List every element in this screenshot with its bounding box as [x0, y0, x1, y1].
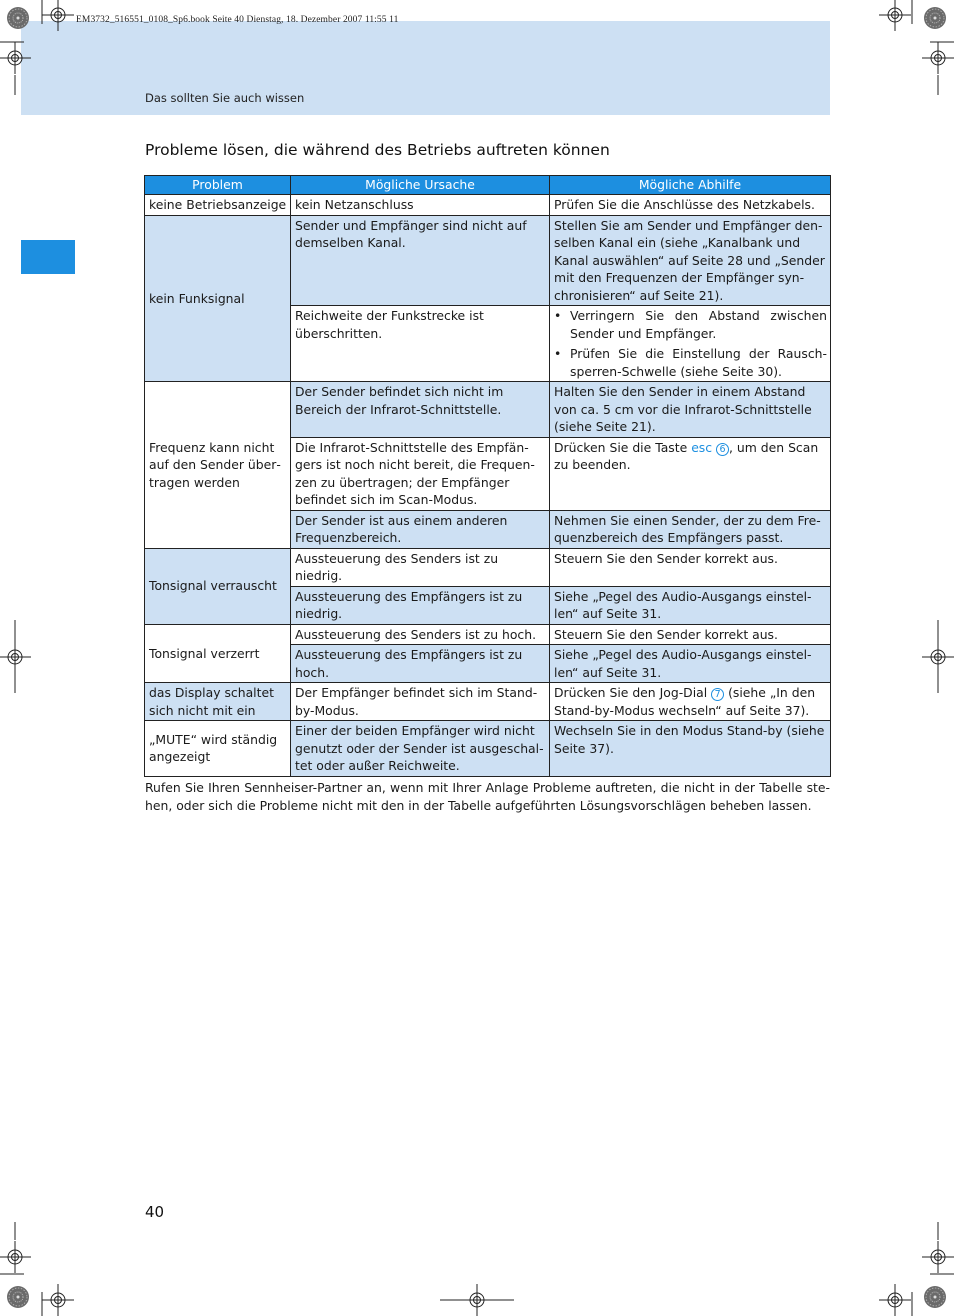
- problem-cell: keine Betriebsanzeige: [145, 195, 291, 216]
- registration-target-icon: [0, 1241, 31, 1273]
- cause-cell: Aussteuerung des Empfängers ist zu hoch.: [291, 645, 550, 683]
- remedy-cell: Siehe „Pegel des Audio-Ausgangs einstellen“ auf Seite 31.: [550, 586, 831, 624]
- remedy-cell: Halten Sie den Sender in einem Abstand von ca. 5 cm vor die Infrarot-Schnittstelle (siehe Seite 21).: [550, 382, 831, 438]
- cause-cell: Aussteuerung des Senders ist zu hoch.: [291, 624, 550, 645]
- cause-cell: Reichweite der Funkstrecke ist überschritten.: [291, 306, 550, 382]
- registration-target-icon: [922, 42, 954, 74]
- registration-rosette-icon: [924, 7, 946, 29]
- remedy-text: Drücken Sie die Taste: [554, 439, 692, 455]
- problem-cell: Tonsignal verzerrt: [145, 624, 291, 683]
- page-number: 40: [145, 1203, 165, 1221]
- problem-cell: kein Funksignal: [145, 215, 291, 382]
- remedy-cell: Nehmen Sie einen Sender, der zu dem Frequenzbereich des Empfängers passt.: [550, 510, 831, 548]
- cause-cell: Sender und Empfänger sind nicht auf demselben Kanal.: [291, 215, 550, 306]
- registration-rosette-icon: [7, 1286, 29, 1308]
- footer-note: Rufen Sie Ihren Sennheiser-Partner an, wenn mit Ihrer Anlage Probleme auftreten, die nicht in der Tabelle stehen, oder sich die Probleme nicht mit den in der Tabelle aufgeführten Lösungsvorschlägen beheben lassen.: [145, 780, 830, 813]
- remedy-text: Drücken Sie den Jog-Dial: [554, 685, 712, 700]
- cause-cell: kein Netzanschluss: [291, 195, 550, 216]
- cause-cell: Einer der beiden Empfänger wird nicht genutzt oder der Sender ist ausgeschaltet oder außer Reichweite.: [291, 721, 550, 777]
- remedy-cell: Steuern Sie den Sender korrekt aus.: [550, 548, 831, 586]
- section-label: Das sollten Sie auch wissen: [145, 91, 305, 105]
- cause-cell: Der Sender befindet sich nicht im Bereich der Infrarot-Schnittstelle.: [291, 382, 550, 438]
- problem-cell: Tonsignal verrauscht: [145, 548, 291, 624]
- remedy-list-item: • Verringern Sie den Abstand zwischen Sender und Empfänger.: [554, 307, 827, 342]
- registration-target-icon: [922, 1241, 954, 1273]
- cause-cell: Der Empfänger befindet sich im Stand-by-Modus.: [291, 683, 550, 721]
- registration-target-icon: [879, 0, 911, 31]
- remedy-cell: Wechseln Sie in den Modus Stand-by (siehe Seite 37).: [550, 721, 831, 777]
- registration-rosette-icon: [7, 7, 29, 29]
- registration-target-icon: [879, 1284, 911, 1316]
- remedy-cell: Siehe „Pegel des Audio-Ausgangs einstellen“ auf Seite 31.: [550, 645, 831, 683]
- problem-cell: „MUTE“ wird ständig angezeigt: [145, 721, 291, 777]
- remedy-cell: Stellen Sie am Sender und Empfänger denselben Kanal ein (siehe „Kanalbank und Kanal auswählen“ auf Seite 28 und „Sender mit den Frequenzen der Empfänger synchronisieren“ auf Seite 21).: [550, 215, 831, 306]
- column-header-remedy: Mögliche Abhilfe: [550, 176, 831, 195]
- cause-cell: Der Sender ist aus einem anderen Frequenzbereich.: [291, 510, 550, 548]
- registration-target-icon: [42, 0, 74, 31]
- cause-cell: Die Infrarot-Schnittstelle des Empfängers ist noch nicht bereit, die Frequenzen zu übertragen; der Empfänger befindet sich im Scan-Modus.: [291, 437, 550, 510]
- remedy-cell: Prüfen Sie die Anschlüsse des Netzkabels.: [550, 195, 831, 216]
- problem-cell: das Display schaltet sich nicht mit ein: [145, 683, 291, 721]
- registration-target-icon: [0, 42, 31, 74]
- print-info: EM3732_516551_0108_Sp6.book Seite 40 Dienstag, 18. Dezember 2007 11:55 11: [76, 15, 399, 25]
- remedy-cell: Steuern Sie den Sender korrekt aus.: [550, 624, 831, 645]
- esc-key-label: esc: [691, 439, 713, 455]
- control-number-badge: 6: [716, 443, 729, 456]
- page-title: Probleme lösen, die während des Betriebs auftreten können: [145, 141, 610, 159]
- control-number-badge: 7: [711, 688, 724, 701]
- registration-rosette-icon: [924, 1286, 946, 1308]
- cause-cell: Aussteuerung des Senders ist zu niedrig.: [291, 548, 550, 586]
- registration-target-icon: [42, 1284, 74, 1316]
- problem-cell: Frequenz kann nicht auf den Sender übertragen werden: [145, 382, 291, 549]
- remedy-text: (siehe „In den Stand-by-Modus wechseln“ auf Seite 37).: [554, 685, 816, 718]
- remedy-list-item: • Prüfen Sie die Einstellung der Rauschsperren-Schwelle (siehe Seite 30).: [554, 345, 827, 380]
- column-header-problem: Problem: [145, 176, 291, 195]
- column-header-cause: Mögliche Ursache: [291, 176, 550, 195]
- cause-cell: Aussteuerung des Empfängers ist zu niedrig.: [291, 586, 550, 624]
- remedy-text: , um den Scan zu beenden.: [554, 439, 819, 472]
